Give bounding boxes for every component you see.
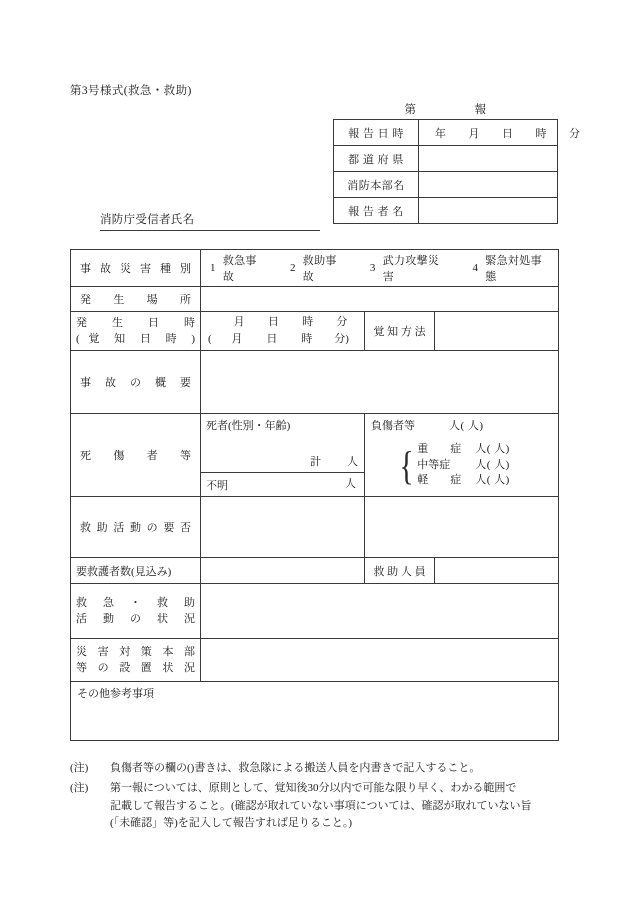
report-number-suffix: 報 [474,104,487,116]
note-1 [70,760,570,778]
table-row [334,120,558,146]
headquarters-label-line1: 災 害 対 策 本 部 [76,645,195,658]
severity-mild-count: 人( 人) [475,474,510,487]
dead-persons-cell[interactable] [201,414,365,473]
slot-month: 月 [231,333,243,346]
list-item [417,458,510,474]
persons-needing-rescue-value[interactable] [201,558,365,584]
rescue-needed-label: 救 助 活 動 の 要 否 [71,497,201,558]
reporter-name-label: 報 告 者 名 [334,198,419,224]
dead-unknown-label: 不明 [206,479,228,492]
severity-moderate-label: 中等症 [417,458,451,471]
activity-status-value[interactable] [201,584,559,639]
report-header-table [333,119,581,224]
slot-hour: 時 [535,127,547,140]
note-2-line-3: (「未確認」等)を記入して報告すれば足りること。) [110,817,352,830]
note-2 [70,780,570,833]
table-row [334,198,558,224]
slot-open-paren: ( [208,333,212,346]
slot-day: 日 [267,316,279,328]
form-title: 第3号様式(救急・救助) [70,85,192,97]
injured-count: 人( 人) [449,420,484,433]
option-1-number: 1 [210,262,216,274]
occurrence-datetime-line2 [206,331,359,348]
table-row [71,250,559,287]
rescue-needed-value[interactable] [201,497,365,558]
table-row [71,584,559,639]
report-datetime-slots [423,125,581,141]
main-form-table [70,249,559,741]
note-2-line-2: 記載して報告すること。(確認が取れていない事項については、確認が取れていない旨 [110,799,532,812]
location-value[interactable] [201,287,559,312]
dead-total [310,453,358,469]
note-1-body [110,760,570,778]
table-row [71,351,559,414]
option-3-label[interactable]: 武力攻撃災害 [382,255,440,283]
headquarters-value[interactable] [201,639,559,682]
severity-list [417,442,510,489]
injured-persons-cell[interactable] [365,414,559,497]
table-row [334,146,558,172]
incident-type-label: 事 故 災 害 種 別 [71,250,201,287]
slot-minute: 分) [334,333,349,346]
occurrence-datetime-label [71,312,201,351]
slot-hour: 時 [302,316,314,328]
rescue-personnel-value[interactable] [435,558,559,584]
reporter-name-value[interactable] [419,198,558,224]
table-row [71,497,559,558]
occurrence-datetime-value[interactable] [201,312,365,351]
prefecture-label: 都 道 府 県 [334,146,419,172]
form-notes [70,760,570,835]
incident-summary-value[interactable] [201,351,559,414]
incident-type-options[interactable] [201,250,559,287]
table-row [71,639,559,682]
note-2-body [110,780,570,833]
slot-minute: 分 [336,316,348,328]
activity-status-label-line1: 救 急 ・ 救 助 [76,596,195,609]
incident-summary-label: 事 故 の 概 要 [71,351,201,414]
headquarters-label [71,639,201,682]
list-item [417,473,510,489]
option-3-number: 3 [369,262,376,274]
persons-needing-rescue-label: 要救護者数(見込み) [71,558,201,584]
slot-day: 日 [502,127,514,140]
casualties-label: 死 傷 者 等 [71,414,201,497]
slot-year: 年 [435,127,447,140]
location-label: 発 生 場 所 [71,287,201,312]
note-1-line-1: 負傷者等の欄の()書きは、救急隊による搬送人員を内書きで記入すること。 [110,762,481,774]
slot-minute: 分 [569,127,581,140]
activity-status-label [71,584,201,639]
dead-persons-title: 死者(性別・年齢) [206,420,291,433]
rescue-personnel-label: 救 助 人 員 [365,558,435,584]
severity-moderate-count: 人( 人) [475,458,510,471]
dead-unknown-unit: 人 [345,478,356,491]
severity-severe-label: 重 症 [417,443,462,456]
slot-hour: 時 [301,333,313,346]
table-row [334,172,558,198]
note-1-mark: (注) [70,762,89,774]
list-item [417,442,510,458]
note-2-mark: (注) [70,781,89,794]
dead-unknown-cell[interactable] [201,473,365,497]
option-2-label[interactable]: 救助事故 [302,255,337,283]
other-notes-label: その他参考事項 [77,688,154,701]
option-1-label[interactable]: 救急事故 [222,255,257,283]
severity-group [371,442,552,489]
fire-hq-name-value[interactable] [419,172,558,198]
note-2-line-1: 第一報については、原則として、覚知後30分以内で可能な限り早く、わかる範囲で [110,781,517,794]
option-2-number: 2 [289,262,296,274]
severity-mild-label: 軽 症 [417,474,462,487]
slot-month: 月 [468,127,480,140]
slot-day: 日 [266,333,278,346]
occurrence-datetime-label-line2: ( 覚 知 日 時 ) [76,333,195,346]
notify-method-value[interactable] [435,312,559,351]
report-datetime-label: 報 告 日 時 [334,120,419,146]
table-row [71,312,559,351]
option-4-label[interactable]: 緊急対処事態 [485,255,542,283]
dead-total-label: 計 [310,456,321,469]
prefecture-value[interactable] [419,146,558,172]
fire-hq-name-label: 消防本部名 [334,172,419,198]
option-4-number: 4 [472,262,479,274]
report-number-line [333,101,558,117]
report-number-prefix: 第 [404,104,417,116]
other-notes-cell[interactable] [71,682,559,741]
injured-total-row [371,417,552,433]
dead-total-unit: 人 [347,456,358,469]
headquarters-label-line2: 等 の 設 置 状 況 [76,662,195,675]
table-row [71,414,559,473]
table-row [71,682,559,741]
severity-severe-count: 人( 人) [475,443,510,456]
notify-method-label: 覚 知 方 法 [365,312,435,351]
fdma-receiver-name-field[interactable]: 消防庁受信者氏名 [100,211,320,231]
rescue-needed-value-extra[interactable] [365,497,559,558]
table-row [71,558,559,584]
injured-title: 負傷者等 [371,420,415,433]
occurrence-datetime-label-line1: 発 生 日 時 [76,316,195,329]
occurrence-datetime-line1 [206,314,359,331]
slot-month: 月 [233,316,245,328]
activity-status-label-line2: 活 動 の 状 況 [76,613,195,626]
report-datetime-value[interactable] [419,120,581,146]
curly-brace-icon: { [399,442,414,488]
table-row [71,287,559,312]
